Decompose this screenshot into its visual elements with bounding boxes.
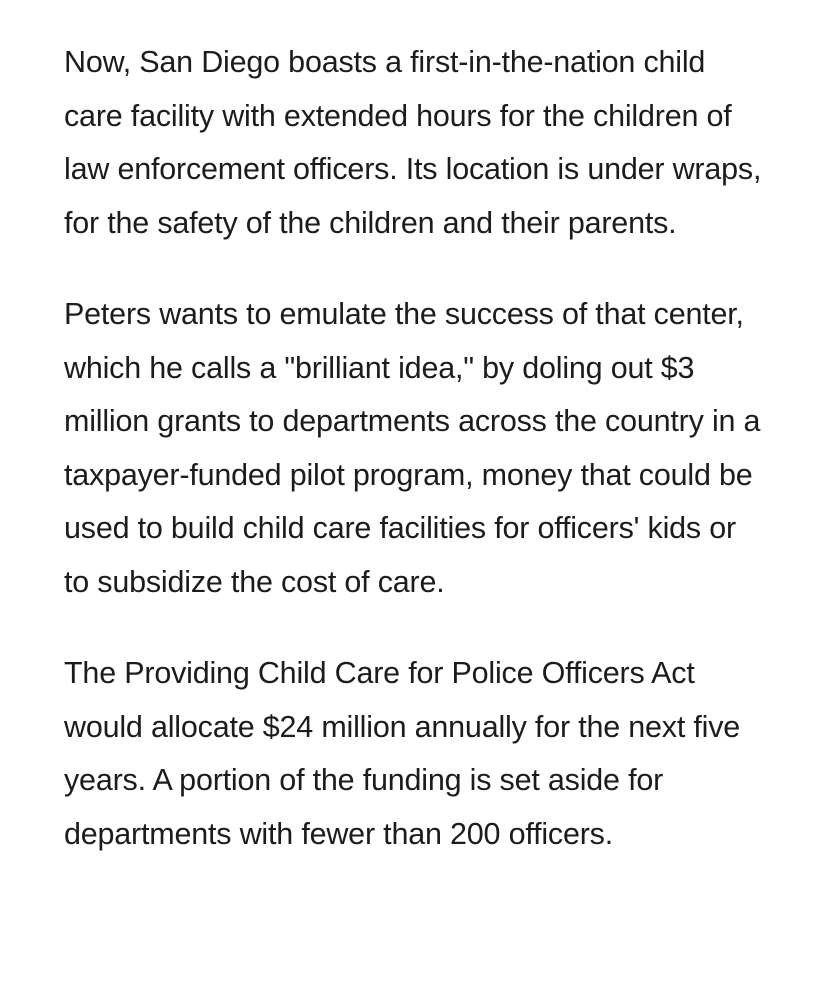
article-paragraph: Now, San Diego boasts a first-in-the-nation child care facility with extended hours for the children of law enforcement officers. Its location is under wraps, for the safety of the children and their parents. (64, 45, 762, 240)
article-paragraph: The Providing Child Care for Police Officers Act would allocate $24 million annually for the next five years. A portion of the funding is set aside for departments with fewer than 200 officers. (64, 656, 741, 851)
article-body (64, 36, 764, 861)
article-paragraph: Peters wants to emulate the success of that center, which he calls a "brilliant idea," by doling out $3 million grants to departments across the country in a taxpayer-funded pilot program, money that could be used to build child care facilities for officers' kids or to subsidize the cost of care. (64, 297, 761, 599)
